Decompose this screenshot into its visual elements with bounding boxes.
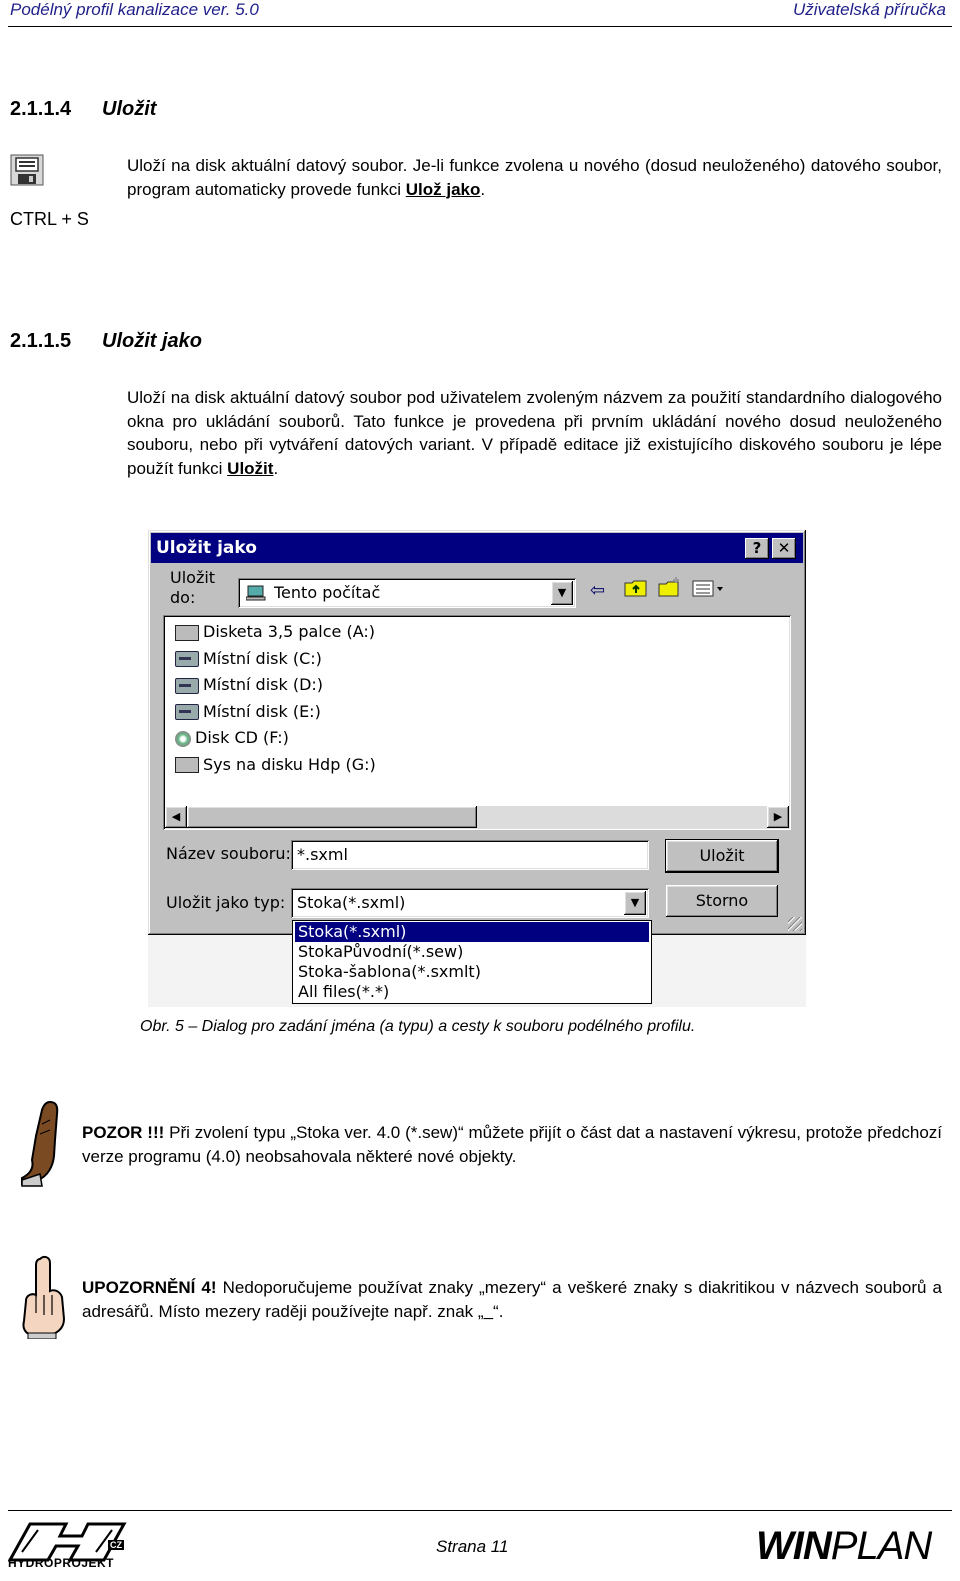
hard-disk-icon bbox=[175, 678, 199, 694]
section-heading-save bbox=[10, 98, 156, 121]
raised-hand-icon bbox=[20, 1100, 68, 1188]
notice-label: UPOZORNĚNÍ 4! bbox=[82, 1278, 217, 1297]
dialog-title: Uložit jako bbox=[156, 538, 257, 558]
filetype-value: Stoka(*.sxml) bbox=[297, 893, 406, 912]
close-button[interactable]: ✕ bbox=[772, 538, 796, 559]
pointing-finger-icon bbox=[20, 1255, 68, 1339]
save-in-value: Tento počítač bbox=[274, 583, 381, 602]
footer-divider bbox=[8, 1510, 952, 1511]
up-folder-icon[interactable] bbox=[624, 578, 648, 598]
computer-icon bbox=[246, 585, 266, 601]
drive-label: Místní disk (E:) bbox=[203, 701, 321, 721]
filename-label: Název souboru: bbox=[166, 844, 291, 863]
logo-badge: CZ bbox=[110, 1540, 122, 1550]
network-drive-icon bbox=[175, 757, 199, 773]
section-number: 2.1.1.4 bbox=[10, 98, 72, 120]
section-title: Uložit jako bbox=[102, 330, 203, 352]
filename-input[interactable] bbox=[291, 840, 649, 870]
chevron-down-icon[interactable]: ▼ bbox=[624, 891, 646, 915]
cd-drive-icon bbox=[175, 731, 191, 747]
figure-caption: Obr. 5 – Dialog pro zadání jména (a typu) a cesty k souboru podélného profilu. bbox=[140, 1018, 696, 1035]
save-as-link[interactable]: Ulož jako bbox=[405, 179, 481, 199]
hydroprojekt-logo bbox=[8, 1522, 128, 1572]
warning-label: POZOR !!! bbox=[82, 1123, 165, 1142]
filetype-select[interactable] bbox=[291, 888, 649, 918]
shortcut-label: CTRL + S bbox=[10, 209, 89, 229]
save-link[interactable]: Uložit bbox=[227, 458, 274, 478]
filetype-option[interactable]: Stoka-šablona(*.sxmlt) bbox=[298, 962, 481, 981]
winplan-logo: WINPLAN bbox=[756, 1524, 932, 1568]
horizontal-scrollbar[interactable] bbox=[165, 806, 789, 828]
header-divider bbox=[8, 26, 952, 27]
drive-label: Disketa 3,5 palce (A:) bbox=[203, 622, 376, 641]
save-as-dialog bbox=[148, 530, 806, 935]
notice-note: UPOZORNĚNÍ 4! Nedoporučujeme používat znaky „mezery“ a veškeré znaky s diakritikou v názvech souborů a adresářů. Místo mezery raději používejte např. znak „_“. bbox=[82, 1278, 942, 1321]
hard-disk-icon bbox=[175, 704, 199, 720]
filetype-option[interactable]: All files(*.*) bbox=[298, 982, 390, 1001]
warning-note: POZOR !!! Při zvolení typu „Stoka ver. 4.0 (*.sew)“ můžete přijít o část dat a nastavení výkresu, protože předchozí verze programu (4.0) neobsahovala některé nové objekty. bbox=[82, 1123, 942, 1166]
drive-item[interactable] bbox=[175, 752, 376, 778]
scroll-thumb[interactable] bbox=[187, 806, 477, 828]
drive-item[interactable] bbox=[175, 619, 375, 645]
page-number: Strana 11 bbox=[436, 1537, 509, 1556]
view-menu-icon[interactable] bbox=[692, 580, 726, 598]
drive-label: Sys na disku Hdp (G:) bbox=[203, 754, 376, 774]
drive-label: Disk CD (F:) bbox=[195, 728, 289, 747]
save-as-description: Uloží na disk aktuální datový soubor pod uživatelem zvoleným názvem za použití standardního dialogového okna pro ukládání souborů. Tato funkce je provedena při prvním ukládání nového dosud neuloženého souboru, nebo při vytváření datových variant. V případě editace již existujícího diskového souboru je lépe použít funkci Uložit. bbox=[127, 388, 942, 478]
logo-text: HYDROPROJEKT bbox=[8, 1556, 115, 1570]
hard-disk-icon bbox=[175, 651, 199, 667]
filename-value: *.sxml bbox=[297, 845, 348, 864]
file-list-pane[interactable] bbox=[163, 615, 791, 830]
header-doc-title: Podélný profil kanalizace ver. 5.0 bbox=[10, 0, 259, 19]
filetype-option[interactable]: StokaPůvodní(*.sew) bbox=[298, 942, 464, 961]
save-button[interactable]: Uložit bbox=[666, 840, 778, 872]
dialog-title-bar bbox=[151, 533, 803, 563]
filetype-dropdown-list[interactable] bbox=[292, 920, 652, 1004]
section-number: 2.1.1.5 bbox=[10, 330, 72, 352]
floppy-drive-icon bbox=[175, 625, 199, 641]
new-folder-icon[interactable] bbox=[658, 576, 682, 598]
drive-label: Místní disk (D:) bbox=[203, 675, 324, 694]
save-in-combobox[interactable] bbox=[238, 578, 576, 608]
save-description: Uloží na disk aktuální datový soubor. Je-li funkce zvolena u nového (dosud neuloženého) datového soubor, program automaticky provede funkci Ulož jako. bbox=[127, 156, 942, 199]
drive-item[interactable] bbox=[175, 725, 289, 751]
chevron-down-icon[interactable]: ▼ bbox=[551, 581, 573, 605]
resize-grip-icon[interactable] bbox=[788, 917, 802, 931]
drive-item[interactable] bbox=[175, 672, 323, 698]
scroll-left-icon[interactable]: ◀ bbox=[165, 806, 187, 828]
scroll-right-icon[interactable]: ▶ bbox=[767, 806, 789, 828]
drive-label: Místní disk (C:) bbox=[203, 648, 322, 668]
drive-item[interactable] bbox=[175, 646, 322, 672]
back-icon[interactable]: ⇦ bbox=[590, 580, 606, 601]
cancel-button[interactable]: Storno bbox=[666, 885, 778, 917]
section-title: Uložit bbox=[102, 98, 157, 120]
underscore-char: _ bbox=[483, 1301, 494, 1321]
section-heading-save-as bbox=[10, 330, 202, 353]
filetype-option[interactable]: Stoka(*.sxml) bbox=[295, 922, 649, 942]
help-button[interactable]: ? bbox=[745, 538, 769, 559]
save-in-label: Uložit do: bbox=[170, 568, 216, 607]
floppy-disk-icon bbox=[10, 154, 44, 186]
header-manual-title: Uživatelská příručka bbox=[792, 0, 946, 19]
drive-item[interactable] bbox=[175, 699, 321, 725]
filetype-label: Uložit jako typ: bbox=[166, 893, 286, 912]
